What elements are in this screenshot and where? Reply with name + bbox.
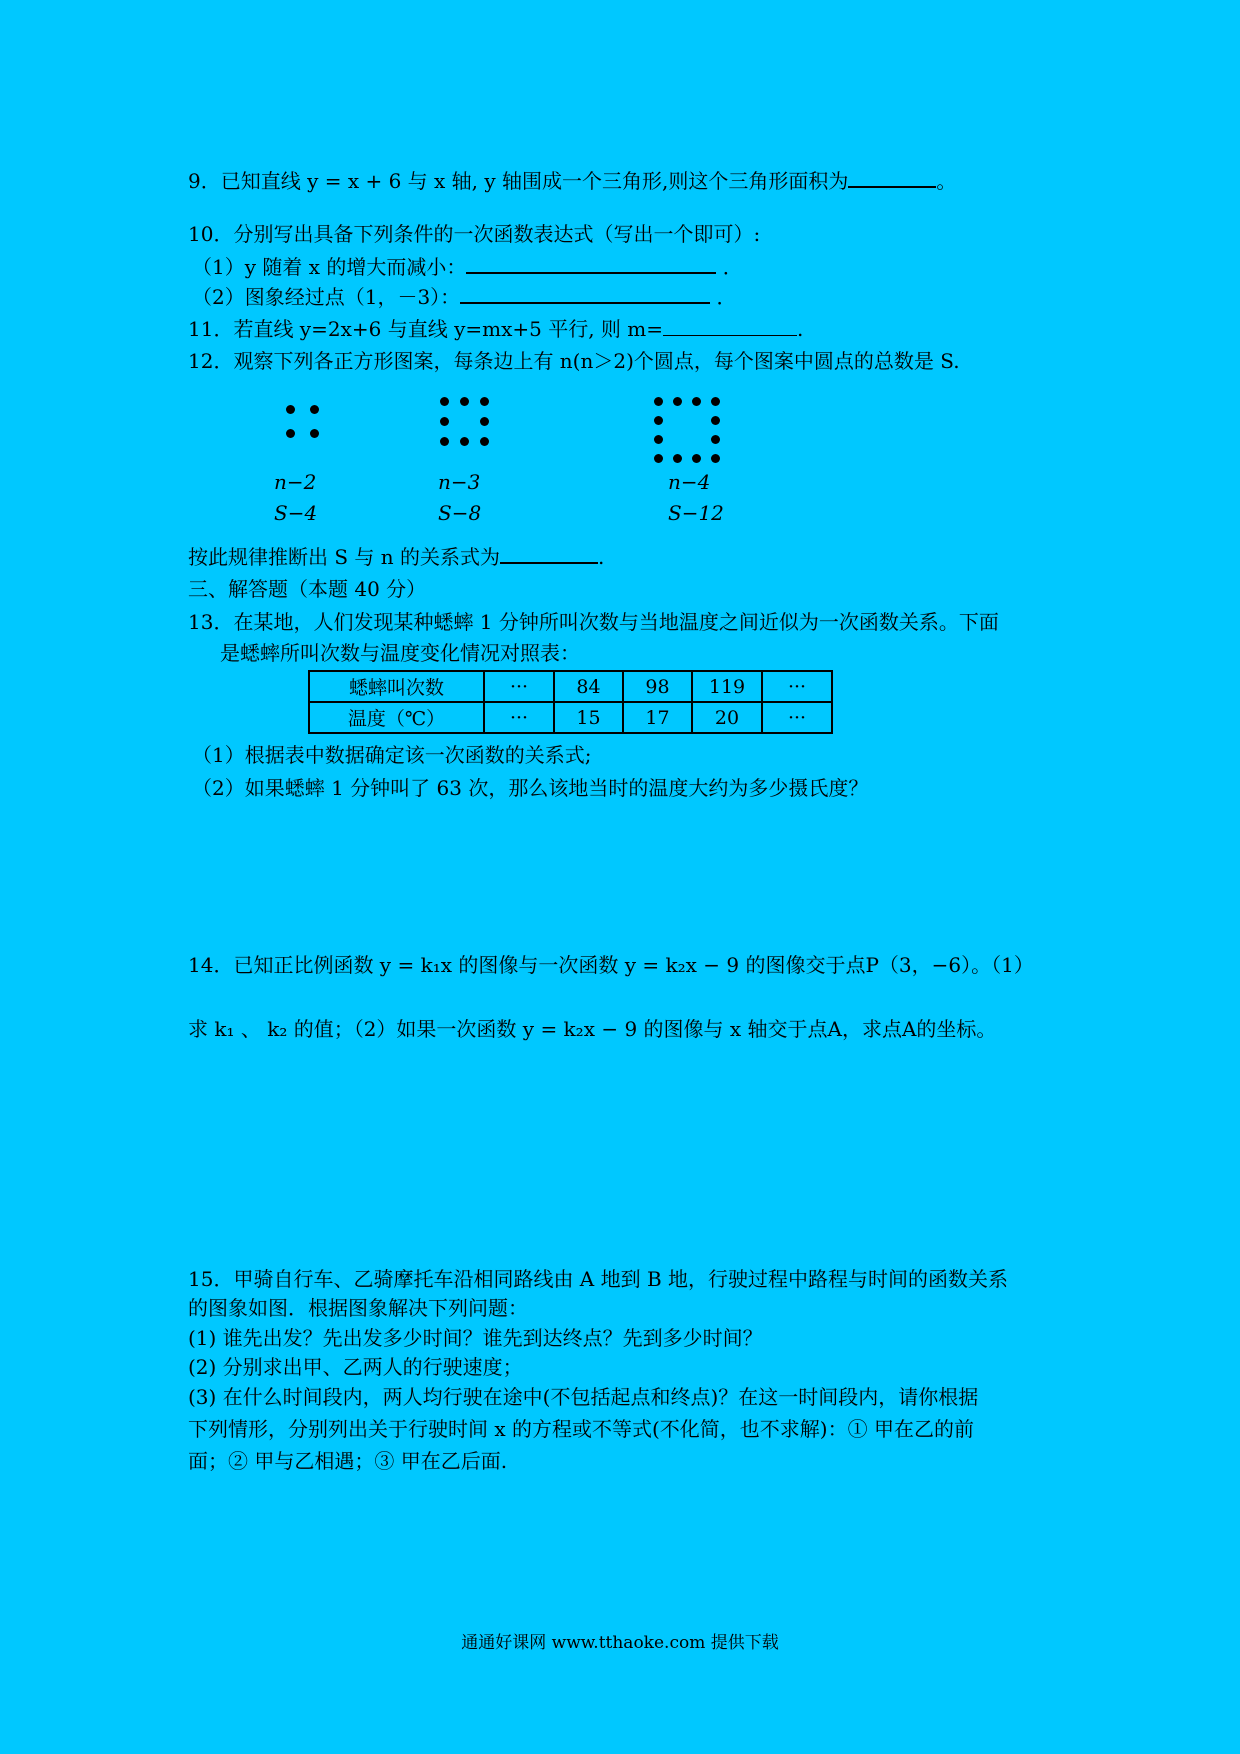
- question-13-part2: （2）如果蟋蟀 1 分钟叫了 63 次，那么该地当时的温度大约为多少摄氏度？: [192, 776, 869, 800]
- answer-blank: [500, 544, 598, 564]
- question-11: [188, 316, 1058, 342]
- figure-1-s-label: S−4: [274, 501, 318, 525]
- table-cell: 119: [692, 671, 762, 702]
- question-10-part1: [192, 254, 1062, 280]
- table-cell: 温度（℃）: [309, 702, 484, 733]
- question-10-part1-end: ．: [722, 255, 743, 279]
- question-11-text: 11．若直线 y=2x+6 与直线 y=mx+5 平行, 则 m=: [188, 317, 663, 341]
- question-10-part1-text: （1）y 随着 x 的增大而减小：: [192, 255, 467, 279]
- footer-credit: 通通好课网 www.tthaoke.com 提供下载: [461, 1633, 779, 1653]
- question-10-part2: [192, 284, 1062, 310]
- table-cell: ···: [484, 671, 554, 702]
- question-15-line3: (1) 谁先出发？先出发多少时间？谁先到达终点？先到多少时间？: [188, 1326, 763, 1350]
- figure-1-n-label: n−2: [274, 470, 317, 494]
- figure-2-s-label: S−8: [438, 501, 482, 525]
- question-9: [188, 168, 1058, 194]
- question-12-end: .: [598, 545, 605, 569]
- table-row: [309, 671, 832, 702]
- question-10-intro: 10．分别写出具备下列条件的一次函数表达式（写出一个即可）:: [188, 222, 761, 246]
- question-15-line1: 15．甲骑自行车、乙骑摩托车沿相同路线由 A 地到 B 地，行驶过程中路程与时间的函数关系: [188, 1267, 1009, 1291]
- figure-3-s-label: S−12: [668, 501, 724, 525]
- question-15-line4: (2) 分别求出甲、乙两人的行驶速度；: [188, 1355, 523, 1379]
- table-cell: ···: [762, 671, 832, 702]
- question-12-conclusion: [188, 544, 1058, 570]
- question-13-line1: 13．在某地，人们发现某种蟋蟀 1 分钟所叫次数与当地温度之间近似为一次函数关系。下面: [188, 610, 999, 634]
- answer-blank: [460, 284, 710, 304]
- question-11-end: .: [797, 317, 804, 341]
- question-12-text: 12．观察下列各正方形图案，每条边上有 n(n＞2)个圆点，每个图案中圆点的总数是 S.: [188, 349, 960, 373]
- question-13-line2: 是蟋蟀所叫次数与温度变化情况对照表：: [220, 641, 580, 665]
- cricket-temperature-table: [308, 670, 833, 734]
- table-cell: 蟋蟀叫次数: [309, 671, 484, 702]
- answer-blank: [663, 317, 797, 336]
- figure-2-n-label: n−3: [438, 470, 481, 494]
- table-cell: 15: [554, 702, 623, 733]
- answer-blank: [466, 254, 716, 274]
- question-13-part1: （1）根据表中数据确定该一次函数的关系式;: [192, 743, 592, 767]
- table-row: [309, 702, 832, 733]
- question-15-line7: 面；② 甲与乙相遇；③ 甲在乙后面.: [188, 1449, 508, 1473]
- section-heading: 三、解答题（本题 40 分）: [188, 577, 427, 601]
- table-cell: 84: [554, 671, 623, 702]
- question-9-end: 。: [936, 169, 957, 193]
- question-15-line2: 的图象如图．根据图象解决下列问题：: [188, 1296, 528, 1320]
- question-9-text: 9．已知直线 y = x + 6 与 x 轴, y 轴围成一个三角形,则这个三角形面积为: [188, 169, 849, 193]
- table-cell: ···: [762, 702, 832, 733]
- question-10-part2-end: ．: [716, 285, 737, 309]
- figure-3-n-label: n−4: [668, 470, 711, 494]
- question-10-part2-text: （2）图象经过点（1，－3）：: [192, 285, 461, 309]
- question-15-line5: (3) 在什么时间段内，两人均行驶在途中(不包括起点和终点)？在这一时间段内，请你根据: [188, 1385, 979, 1409]
- table-cell: 98: [623, 671, 692, 702]
- table-cell: 20: [692, 702, 762, 733]
- table-cell: 17: [623, 702, 692, 733]
- table-cell: ···: [484, 702, 554, 733]
- answer-blank: [848, 168, 936, 188]
- question-12-conclusion-text: 按此规律推断出 S 与 n 的关系式为: [188, 545, 501, 569]
- question-14-line2: 求 k₁ 、 k₂ 的值；（2）如果一次函数 y = k₂x − 9 的图像与 x 轴交于点A，求点A的坐标。: [188, 1017, 997, 1041]
- question-15-line6: 下列情形，分别列出关于行驶时间 x 的方程或不等式(不化简，也不求解)：① 甲在乙的前: [188, 1417, 974, 1441]
- question-14-line1: 14．已知正比例函数 y = k₁x 的图像与一次函数 y = k₂x − 9 的图像交于点P（3，−6）。（1）: [188, 953, 1034, 977]
